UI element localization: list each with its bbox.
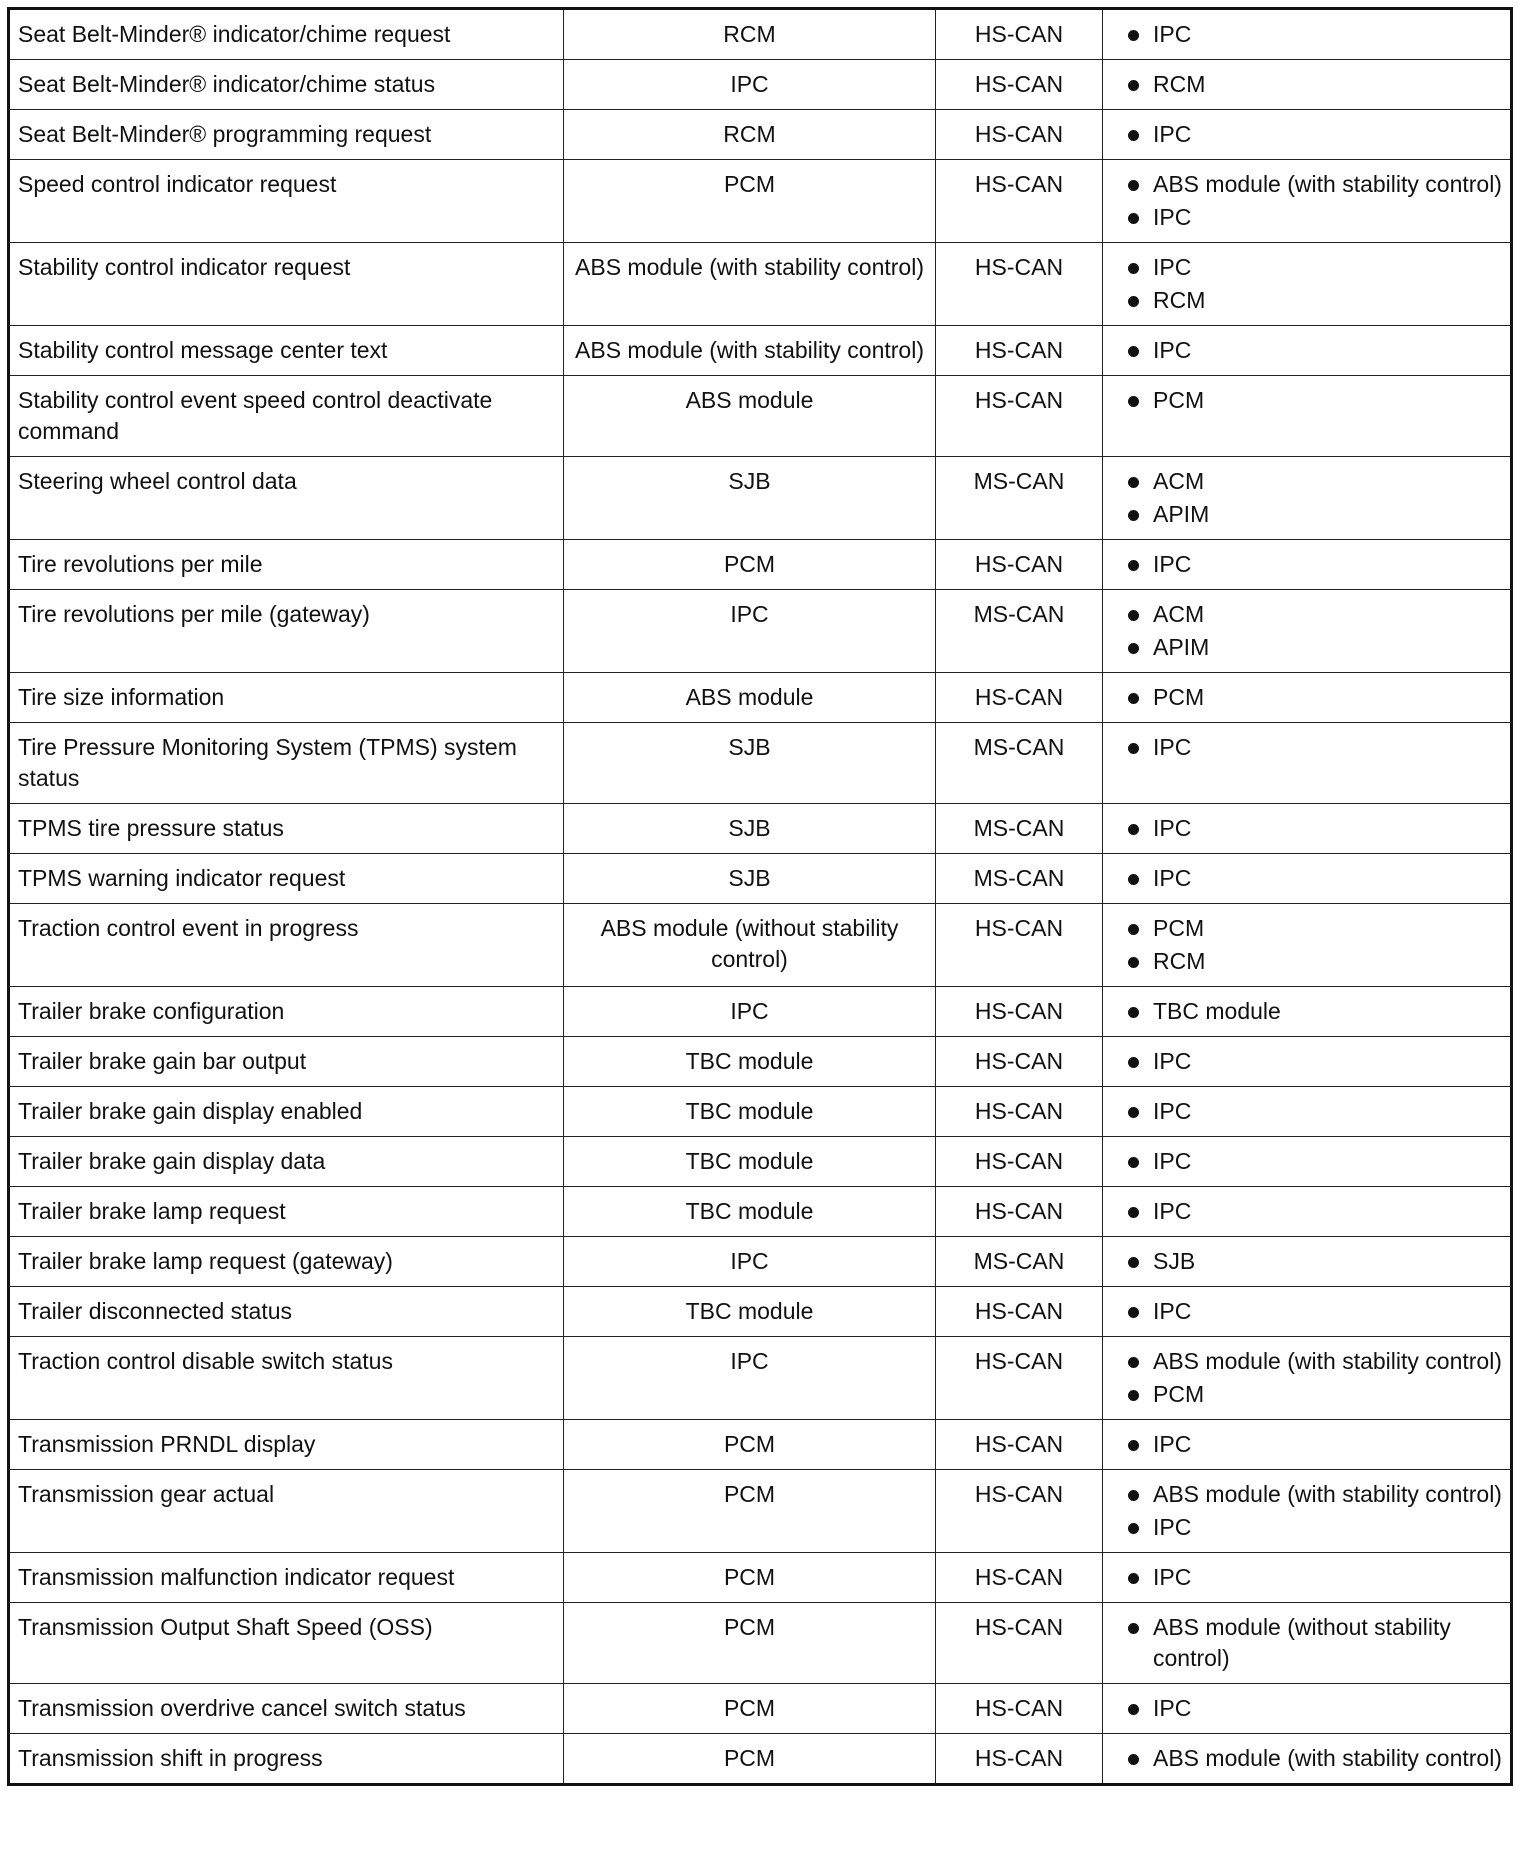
receivers-cell	[1103, 1734, 1512, 1785]
bullet-icon	[1128, 1390, 1139, 1401]
network-cell: HS-CAN	[936, 1734, 1103, 1785]
source-cell: PCM	[564, 1470, 936, 1553]
receiver-list	[1119, 1479, 1502, 1543]
bullet-icon	[1128, 824, 1139, 835]
receivers-cell	[1103, 854, 1512, 904]
receiver-label: ABS module (with stability control)	[1153, 1481, 1502, 1507]
receiver-item	[1119, 1296, 1502, 1327]
receiver-label: ABS module (with stability control)	[1153, 171, 1502, 197]
receiver-label: IPC	[1153, 1564, 1192, 1590]
receiver-item	[1119, 1429, 1502, 1460]
receiver-list	[1119, 1612, 1502, 1674]
message-cell: Seat Belt-Minder® programming request	[9, 110, 564, 160]
receiver-list	[1119, 813, 1502, 844]
table-row	[9, 1337, 1512, 1420]
receiver-label: RCM	[1153, 287, 1206, 313]
receiver-list	[1119, 1562, 1502, 1593]
network-cell: HS-CAN	[936, 1553, 1103, 1603]
receiver-item	[1119, 335, 1502, 366]
receiver-label: IPC	[1153, 551, 1192, 577]
bullet-icon	[1128, 1257, 1139, 1268]
network-cell: HS-CAN	[936, 1287, 1103, 1337]
table-row	[9, 723, 1512, 804]
message-cell: Transmission gear actual	[9, 1470, 564, 1553]
table-row	[9, 110, 1512, 160]
source-cell: PCM	[564, 160, 936, 243]
source-cell: SJB	[564, 723, 936, 804]
message-cell: Trailer brake configuration	[9, 987, 564, 1037]
receiver-item	[1119, 996, 1502, 1027]
receiver-label: IPC	[1153, 1048, 1192, 1074]
receiver-label: IPC	[1153, 121, 1192, 147]
receiver-item	[1119, 599, 1502, 630]
receiver-list	[1119, 1743, 1502, 1774]
source-cell: IPC	[564, 590, 936, 673]
source-cell: PCM	[564, 1734, 936, 1785]
bullet-icon	[1128, 1107, 1139, 1118]
network-cell: HS-CAN	[936, 1470, 1103, 1553]
table-row	[9, 1420, 1512, 1470]
bullet-icon	[1128, 924, 1139, 935]
table-row	[9, 1137, 1512, 1187]
network-cell: HS-CAN	[936, 1420, 1103, 1470]
network-cell: MS-CAN	[936, 590, 1103, 673]
receiver-item	[1119, 202, 1502, 233]
receiver-label: PCM	[1153, 684, 1205, 710]
source-cell: SJB	[564, 854, 936, 904]
receivers-cell	[1103, 160, 1512, 243]
receiver-item	[1119, 119, 1502, 150]
bullet-icon	[1128, 130, 1139, 141]
source-cell: RCM	[564, 9, 936, 60]
source-cell: ABS module	[564, 376, 936, 457]
message-cell: Trailer brake gain bar output	[9, 1037, 564, 1087]
receiver-item	[1119, 499, 1502, 530]
network-message-table	[7, 7, 1513, 1786]
receiver-label: IPC	[1153, 1148, 1192, 1174]
table-row	[9, 1187, 1512, 1237]
table-row	[9, 326, 1512, 376]
bullet-icon	[1128, 1357, 1139, 1368]
table-row	[9, 590, 1512, 673]
receivers-cell	[1103, 326, 1512, 376]
receiver-label: ACM	[1153, 468, 1205, 494]
source-cell: IPC	[564, 987, 936, 1037]
source-cell: TBC module	[564, 1137, 936, 1187]
receivers-cell	[1103, 9, 1512, 60]
receivers-cell	[1103, 723, 1512, 804]
source-cell: PCM	[564, 1684, 936, 1734]
table-row	[9, 9, 1512, 60]
network-cell: HS-CAN	[936, 904, 1103, 987]
receiver-item	[1119, 69, 1502, 100]
receiver-label: IPC	[1153, 254, 1192, 280]
network-cell: HS-CAN	[936, 1137, 1103, 1187]
message-cell: Transmission shift in progress	[9, 1734, 564, 1785]
network-cell: MS-CAN	[936, 854, 1103, 904]
receiver-label: IPC	[1153, 1198, 1192, 1224]
receiver-list	[1119, 19, 1502, 50]
receiver-label: IPC	[1153, 1695, 1192, 1721]
receiver-item	[1119, 863, 1502, 894]
table-row	[9, 1684, 1512, 1734]
table-row	[9, 804, 1512, 854]
network-cell: HS-CAN	[936, 326, 1103, 376]
receiver-item	[1119, 385, 1502, 416]
receivers-cell	[1103, 1553, 1512, 1603]
source-cell: RCM	[564, 110, 936, 160]
receiver-label: ABS module (without stability control)	[1153, 1614, 1451, 1671]
bullet-icon	[1128, 263, 1139, 274]
receiver-label: RCM	[1153, 948, 1206, 974]
receivers-cell	[1103, 1087, 1512, 1137]
network-cell: HS-CAN	[936, 1037, 1103, 1087]
receiver-list	[1119, 913, 1502, 977]
receivers-cell	[1103, 540, 1512, 590]
table-row	[9, 854, 1512, 904]
receivers-cell	[1103, 110, 1512, 160]
network-cell: MS-CAN	[936, 457, 1103, 540]
table-row	[9, 1087, 1512, 1137]
receiver-list	[1119, 385, 1502, 416]
network-cell: HS-CAN	[936, 1187, 1103, 1237]
receiver-label: IPC	[1153, 865, 1192, 891]
message-cell: Transmission Output Shaft Speed (OSS)	[9, 1603, 564, 1684]
network-cell: HS-CAN	[936, 987, 1103, 1037]
receiver-item	[1119, 285, 1502, 316]
bullet-icon	[1128, 1623, 1139, 1634]
table-body	[9, 9, 1512, 1785]
table-row	[9, 160, 1512, 243]
receiver-item	[1119, 913, 1502, 944]
bullet-icon	[1128, 1573, 1139, 1584]
table-row	[9, 1553, 1512, 1603]
network-cell: MS-CAN	[936, 723, 1103, 804]
receiver-list	[1119, 1296, 1502, 1327]
source-cell: ABS module (with stability control)	[564, 243, 936, 326]
message-cell: Trailer brake lamp request (gateway)	[9, 1237, 564, 1287]
network-cell: HS-CAN	[936, 1087, 1103, 1137]
receiver-item	[1119, 1562, 1502, 1593]
receivers-cell	[1103, 1187, 1512, 1237]
receiver-label: RCM	[1153, 71, 1206, 97]
receiver-list	[1119, 69, 1502, 100]
receiver-label: SJB	[1153, 1248, 1196, 1274]
receivers-cell	[1103, 904, 1512, 987]
message-cell: Transmission overdrive cancel switch status	[9, 1684, 564, 1734]
receiver-label: IPC	[1153, 337, 1192, 363]
receivers-cell	[1103, 1420, 1512, 1470]
receiver-list	[1119, 549, 1502, 580]
receiver-label: PCM	[1153, 915, 1205, 941]
network-cell: HS-CAN	[936, 110, 1103, 160]
table-row	[9, 376, 1512, 457]
table-row	[9, 987, 1512, 1037]
receiver-item	[1119, 19, 1502, 50]
source-cell: PCM	[564, 1603, 936, 1684]
receiver-item	[1119, 466, 1502, 497]
bullet-icon	[1128, 396, 1139, 407]
table-row	[9, 60, 1512, 110]
receiver-list	[1119, 252, 1502, 316]
receiver-label: IPC	[1153, 21, 1192, 47]
bullet-icon	[1128, 30, 1139, 41]
receiver-list	[1119, 119, 1502, 150]
network-cell: HS-CAN	[936, 540, 1103, 590]
message-cell: Trailer disconnected status	[9, 1287, 564, 1337]
receiver-item	[1119, 682, 1502, 713]
receivers-cell	[1103, 60, 1512, 110]
bullet-icon	[1128, 346, 1139, 357]
table-row	[9, 673, 1512, 723]
receiver-item	[1119, 732, 1502, 763]
bullet-icon	[1128, 1523, 1139, 1534]
message-cell: Traction control event in progress	[9, 904, 564, 987]
message-cell: Stability control message center text	[9, 326, 564, 376]
source-cell: IPC	[564, 60, 936, 110]
source-cell: IPC	[564, 1337, 936, 1420]
receiver-item	[1119, 1479, 1502, 1510]
receiver-label: ABS module (with stability control)	[1153, 1745, 1502, 1771]
table-row	[9, 540, 1512, 590]
message-cell: Tire size information	[9, 673, 564, 723]
table-row	[9, 1237, 1512, 1287]
receivers-cell	[1103, 1137, 1512, 1187]
bullet-icon	[1128, 1754, 1139, 1765]
receiver-label: IPC	[1153, 204, 1192, 230]
receiver-label: IPC	[1153, 734, 1192, 760]
receiver-list	[1119, 1046, 1502, 1077]
receiver-item	[1119, 1693, 1502, 1724]
receiver-label: IPC	[1153, 1514, 1192, 1540]
receiver-item	[1119, 252, 1502, 283]
receiver-list	[1119, 732, 1502, 763]
receivers-cell	[1103, 673, 1512, 723]
receivers-cell	[1103, 987, 1512, 1037]
message-cell: Tire revolutions per mile (gateway)	[9, 590, 564, 673]
receiver-item	[1119, 1096, 1502, 1127]
receivers-cell	[1103, 1684, 1512, 1734]
receiver-item	[1119, 632, 1502, 663]
receiver-item	[1119, 1612, 1502, 1674]
message-cell: TPMS warning indicator request	[9, 854, 564, 904]
source-cell: ABS module	[564, 673, 936, 723]
bullet-icon	[1128, 1007, 1139, 1018]
bullet-icon	[1128, 296, 1139, 307]
receiver-label: IPC	[1153, 815, 1192, 841]
message-cell: Speed control indicator request	[9, 160, 564, 243]
receiver-list	[1119, 1146, 1502, 1177]
network-cell: HS-CAN	[936, 1337, 1103, 1420]
source-cell: SJB	[564, 804, 936, 854]
receiver-item	[1119, 1146, 1502, 1177]
source-cell: ABS module (with stability control)	[564, 326, 936, 376]
receiver-list	[1119, 996, 1502, 1027]
source-cell: ABS module (without stability control)	[564, 904, 936, 987]
source-cell: TBC module	[564, 1187, 936, 1237]
receiver-label: PCM	[1153, 387, 1205, 413]
receivers-cell	[1103, 590, 1512, 673]
table-row	[9, 1470, 1512, 1553]
table-row	[9, 457, 1512, 540]
receiver-item	[1119, 1512, 1502, 1543]
receiver-item	[1119, 1046, 1502, 1077]
receiver-list	[1119, 863, 1502, 894]
receiver-list	[1119, 335, 1502, 366]
receiver-list	[1119, 599, 1502, 663]
message-cell: Stability control indicator request	[9, 243, 564, 326]
table-row	[9, 1287, 1512, 1337]
network-cell: HS-CAN	[936, 673, 1103, 723]
bullet-icon	[1128, 560, 1139, 571]
receivers-cell	[1103, 1037, 1512, 1087]
network-cell: HS-CAN	[936, 160, 1103, 243]
bullet-icon	[1128, 1207, 1139, 1218]
receiver-list	[1119, 1693, 1502, 1724]
bullet-icon	[1128, 1490, 1139, 1501]
message-cell: Transmission PRNDL display	[9, 1420, 564, 1470]
receivers-cell	[1103, 376, 1512, 457]
message-cell: Trailer brake gain display data	[9, 1137, 564, 1187]
bullet-icon	[1128, 213, 1139, 224]
message-cell: Seat Belt-Minder® indicator/chime status	[9, 60, 564, 110]
network-cell: MS-CAN	[936, 804, 1103, 854]
network-cell: HS-CAN	[936, 243, 1103, 326]
network-cell: HS-CAN	[936, 9, 1103, 60]
network-cell: MS-CAN	[936, 1237, 1103, 1287]
bullet-icon	[1128, 1057, 1139, 1068]
receiver-list	[1119, 1346, 1502, 1410]
receiver-item	[1119, 1743, 1502, 1774]
receiver-label: IPC	[1153, 1431, 1192, 1457]
receiver-list	[1119, 682, 1502, 713]
receiver-label: TBC module	[1153, 998, 1281, 1024]
source-cell: TBC module	[564, 1037, 936, 1087]
bullet-icon	[1128, 477, 1139, 488]
network-cell: HS-CAN	[936, 1684, 1103, 1734]
receiver-label: APIM	[1153, 634, 1210, 660]
receiver-list	[1119, 1196, 1502, 1227]
bullet-icon	[1128, 1307, 1139, 1318]
table-row	[9, 1734, 1512, 1785]
table-row	[9, 904, 1512, 987]
receiver-label: IPC	[1153, 1298, 1192, 1324]
receiver-item	[1119, 813, 1502, 844]
receiver-item	[1119, 1379, 1502, 1410]
receiver-label: ACM	[1153, 601, 1205, 627]
source-cell: PCM	[564, 540, 936, 590]
bullet-icon	[1128, 610, 1139, 621]
receiver-item	[1119, 946, 1502, 977]
receiver-list	[1119, 466, 1502, 530]
bullet-icon	[1128, 80, 1139, 91]
source-cell: PCM	[564, 1420, 936, 1470]
network-cell: HS-CAN	[936, 60, 1103, 110]
message-cell: Traction control disable switch status	[9, 1337, 564, 1420]
receivers-cell	[1103, 457, 1512, 540]
receiver-label: PCM	[1153, 1381, 1205, 1407]
receiver-list	[1119, 1429, 1502, 1460]
receiver-item	[1119, 1196, 1502, 1227]
bullet-icon	[1128, 643, 1139, 654]
bullet-icon	[1128, 1704, 1139, 1715]
message-cell: Steering wheel control data	[9, 457, 564, 540]
network-cell: HS-CAN	[936, 1603, 1103, 1684]
message-cell: Seat Belt-Minder® indicator/chime request	[9, 9, 564, 60]
receiver-list	[1119, 1096, 1502, 1127]
source-cell: IPC	[564, 1237, 936, 1287]
bullet-icon	[1128, 180, 1139, 191]
receiver-list	[1119, 169, 1502, 233]
source-cell: SJB	[564, 457, 936, 540]
message-cell: Tire Pressure Monitoring System (TPMS) system status	[9, 723, 564, 804]
table-row	[9, 243, 1512, 326]
receivers-cell	[1103, 1603, 1512, 1684]
receiver-label: APIM	[1153, 501, 1210, 527]
receivers-cell	[1103, 1470, 1512, 1553]
receivers-cell	[1103, 1287, 1512, 1337]
receiver-item	[1119, 1246, 1502, 1277]
message-cell: Transmission malfunction indicator request	[9, 1553, 564, 1603]
bullet-icon	[1128, 874, 1139, 885]
receivers-cell	[1103, 1337, 1512, 1420]
network-cell: HS-CAN	[936, 376, 1103, 457]
source-cell: TBC module	[564, 1287, 936, 1337]
message-cell: Tire revolutions per mile	[9, 540, 564, 590]
message-cell: Trailer brake lamp request	[9, 1187, 564, 1237]
receivers-cell	[1103, 1237, 1512, 1287]
receiver-label: ABS module (with stability control)	[1153, 1348, 1502, 1374]
table-row	[9, 1037, 1512, 1087]
message-cell: Stability control event speed control deactivate command	[9, 376, 564, 457]
receiver-list	[1119, 1246, 1502, 1277]
message-cell: Trailer brake gain display enabled	[9, 1087, 564, 1137]
receiver-item	[1119, 549, 1502, 580]
bullet-icon	[1128, 693, 1139, 704]
bullet-icon	[1128, 743, 1139, 754]
source-cell: TBC module	[564, 1087, 936, 1137]
bullet-icon	[1128, 1157, 1139, 1168]
bullet-icon	[1128, 957, 1139, 968]
source-cell: PCM	[564, 1553, 936, 1603]
table-row	[9, 1603, 1512, 1684]
receiver-item	[1119, 1346, 1502, 1377]
message-cell: TPMS tire pressure status	[9, 804, 564, 854]
receivers-cell	[1103, 243, 1512, 326]
receiver-item	[1119, 169, 1502, 200]
receivers-cell	[1103, 804, 1512, 854]
bullet-icon	[1128, 510, 1139, 521]
receiver-label: IPC	[1153, 1098, 1192, 1124]
bullet-icon	[1128, 1440, 1139, 1451]
